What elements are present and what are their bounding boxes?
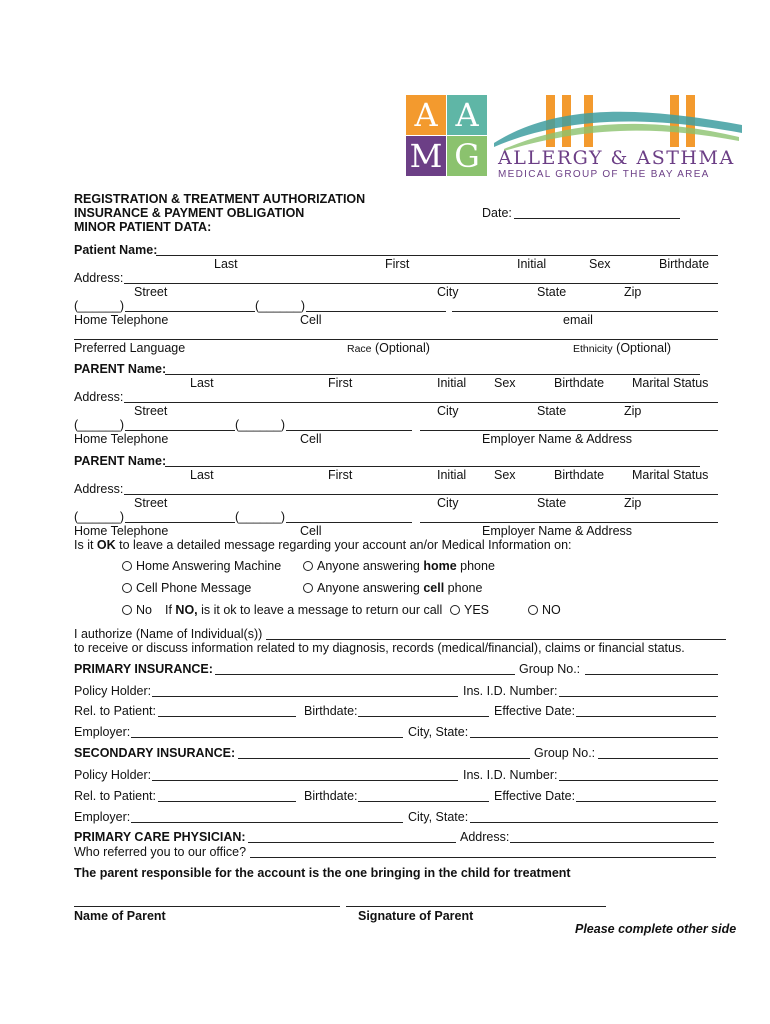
parent2-street-caption: Street xyxy=(134,496,168,510)
parent2-first-caption: First xyxy=(328,468,353,482)
message-question xyxy=(74,538,572,552)
primary-group-label: Group No.: xyxy=(519,662,581,676)
patient-address-label: Address: xyxy=(74,271,124,285)
parent1-cell-field[interactable] xyxy=(286,430,412,431)
parent2-cell-field[interactable] xyxy=(286,522,412,523)
parent1-home-phone-field[interactable] xyxy=(125,430,235,431)
parent2-birthdate-caption: Birthdate xyxy=(554,468,605,482)
ethnicity-label: Ethnicity xyxy=(573,343,613,355)
message-question-pre: Is it xyxy=(74,538,97,552)
primary-rel-field[interactable] xyxy=(158,716,296,717)
secondary-rel-label: Rel. to Patient: xyxy=(74,789,156,803)
patient-street-caption: Street xyxy=(134,285,168,299)
parent2-address-field[interactable] xyxy=(124,494,718,495)
parent1-address-label: Address: xyxy=(74,390,124,404)
parent1-first-caption: First xyxy=(328,376,353,390)
parent1-marital-caption: Marital Status xyxy=(632,376,709,390)
primary-group-field[interactable] xyxy=(585,674,718,675)
patient-sex-caption: Sex xyxy=(589,257,611,271)
parent2-name-field[interactable] xyxy=(165,466,700,467)
patient-name-field[interactable] xyxy=(156,255,718,256)
ethnicity-caption xyxy=(573,341,671,355)
parent2-sex-caption: Sex xyxy=(494,468,516,482)
parent2-cell-caption: Cell xyxy=(300,524,322,538)
parent2-name-label: PARENT Name: xyxy=(74,454,167,468)
primary-city-field[interactable] xyxy=(470,737,718,738)
primary-birthdate-label: Birthdate: xyxy=(304,704,358,718)
parent2-home-phone-field[interactable] xyxy=(125,522,235,523)
parent2-initial-caption: Initial xyxy=(437,468,467,482)
parent1-cell-caption: Cell xyxy=(300,432,322,446)
race-label: Race xyxy=(347,343,372,355)
primary-ins-id-label: Ins. I.D. Number: xyxy=(463,684,558,698)
physician-address-label: Address: xyxy=(460,830,510,844)
physician-address-field[interactable] xyxy=(510,842,714,843)
patient-cell-field[interactable] xyxy=(306,311,446,312)
opt-anyone-home[interactable] xyxy=(303,559,495,573)
patient-state-caption: State xyxy=(537,285,567,299)
secondary-policy-holder-label: Policy Holder: xyxy=(74,768,152,782)
parent1-address-field[interactable] xyxy=(124,402,718,403)
primary-employer-field[interactable] xyxy=(131,737,403,738)
if-no-bold: NO, xyxy=(175,603,198,617)
patient-first-caption: First xyxy=(385,257,410,271)
parent1-city-caption: City xyxy=(437,404,459,418)
opt-anyone-cell-post: phone xyxy=(444,581,483,595)
opt-return-yes[interactable] xyxy=(450,603,489,617)
primary-effective-field[interactable] xyxy=(576,716,716,717)
parent2-address-label: Address: xyxy=(74,482,124,496)
race-optional: (Optional) xyxy=(375,341,430,355)
parent1-home-caption: Home Telephone xyxy=(74,432,169,446)
authorize-field[interactable] xyxy=(266,639,726,640)
radio-icon[interactable] xyxy=(122,583,132,593)
logo-letter-a2: A xyxy=(447,95,487,135)
primary-policy-holder-label: Policy Holder: xyxy=(74,684,152,698)
opt-anyone-cell-pre: Anyone answering xyxy=(317,581,424,595)
opt-return-no-label: NO xyxy=(542,603,561,617)
patient-city-caption: City xyxy=(437,285,459,299)
parent1-state-caption: State xyxy=(537,404,567,418)
secondary-ins-id-field[interactable] xyxy=(559,780,718,781)
primary-effective-label: Effective Date: xyxy=(494,704,576,718)
patient-home-caption: Home Telephone xyxy=(74,313,169,327)
primary-insurance-label: PRIMARY INSURANCE: xyxy=(74,662,213,676)
race-caption xyxy=(347,341,430,355)
parent-signature-caption: Signature of Parent xyxy=(358,909,474,923)
logo-letter-g: G xyxy=(447,136,487,176)
parent2-city-caption: City xyxy=(437,496,459,510)
logo-letter-m: M xyxy=(406,136,446,176)
patient-cell-caption: Cell xyxy=(300,313,322,327)
secondary-effective-label: Effective Date: xyxy=(494,789,576,803)
physician-label: PRIMARY CARE PHYSICIAN: xyxy=(74,830,246,844)
patient-language-field[interactable] xyxy=(74,339,718,340)
logo-name-line1: ALLERGY & ASTHMA xyxy=(498,147,735,169)
parent2-state-caption: State xyxy=(537,496,567,510)
parent1-last-caption: Last xyxy=(190,376,214,390)
parent1-sex-caption: Sex xyxy=(494,376,516,390)
radio-icon[interactable] xyxy=(122,561,132,571)
primary-employer-label: Employer: xyxy=(74,725,131,739)
primary-insurance-field[interactable] xyxy=(215,674,515,675)
secondary-city-label: City, State: xyxy=(408,810,469,824)
parent2-home-area: (______) xyxy=(74,510,125,524)
message-question-ok: OK xyxy=(96,538,116,552)
patient-address-field[interactable] xyxy=(124,283,718,284)
parent-name-field[interactable] xyxy=(74,906,340,907)
form-title-1: REGISTRATION & TREATMENT AUTHORIZATION xyxy=(74,192,366,206)
opt-anyone-home-post: phone xyxy=(456,559,495,573)
patient-cell-area: (______) xyxy=(255,299,306,313)
physician-field[interactable] xyxy=(248,842,456,843)
patient-last-caption: Last xyxy=(214,257,238,271)
secondary-city-field[interactable] xyxy=(470,822,718,823)
opt-anyone-cell-bold: cell xyxy=(423,581,445,595)
parent1-name-field[interactable] xyxy=(165,374,700,375)
parent2-zip-caption: Zip xyxy=(624,496,642,510)
secondary-birthdate-field[interactable] xyxy=(358,801,489,802)
practice-logo xyxy=(406,95,746,185)
patient-home-area: (______) xyxy=(74,299,125,313)
patient-home-phone-field[interactable] xyxy=(125,311,255,312)
primary-ins-id-field[interactable] xyxy=(559,696,718,697)
parent1-zip-caption: Zip xyxy=(624,404,642,418)
patient-initial-caption: Initial xyxy=(517,257,547,271)
secondary-rel-field[interactable] xyxy=(158,801,296,802)
if-no-pre: If xyxy=(165,603,176,617)
secondary-group-field[interactable] xyxy=(598,758,718,759)
parent-name-caption: Name of Parent xyxy=(74,909,166,923)
secondary-group-label: Group No.: xyxy=(534,746,596,760)
parent2-last-caption: Last xyxy=(190,468,214,482)
patient-email-field[interactable] xyxy=(452,311,718,312)
opt-home-machine[interactable] xyxy=(122,559,281,573)
parent1-employer-caption: Employer Name & Address xyxy=(482,432,633,446)
patient-zip-caption: Zip xyxy=(624,285,642,299)
primary-policy-holder-field[interactable] xyxy=(152,696,458,697)
secondary-birthdate-label: Birthdate: xyxy=(304,789,358,803)
patient-birthdate-caption: Birthdate xyxy=(659,257,710,271)
parent1-street-caption: Street xyxy=(134,404,168,418)
other-side-note: Please complete other side xyxy=(575,922,737,936)
opt-cell-message-label: Cell Phone Message xyxy=(136,581,252,595)
parent2-marital-caption: Marital Status xyxy=(632,468,709,482)
patient-email-caption: email xyxy=(563,313,593,327)
primary-birthdate-field[interactable] xyxy=(358,716,489,717)
opt-no[interactable] xyxy=(122,603,152,617)
opt-cell-message[interactable] xyxy=(122,581,251,595)
opt-home-machine-label: Home Answering Machine xyxy=(136,559,282,573)
secondary-employer-label: Employer: xyxy=(74,810,131,824)
logo-wave-graphic xyxy=(494,95,744,155)
secondary-employer-field[interactable] xyxy=(131,822,403,823)
patient-name-label: Patient Name: xyxy=(74,243,158,257)
opt-anyone-cell[interactable] xyxy=(303,581,482,595)
secondary-ins-id-label: Ins. I.D. Number: xyxy=(463,768,558,782)
radio-icon[interactable] xyxy=(528,605,538,615)
parent1-employer-field[interactable] xyxy=(420,430,718,431)
opt-anyone-home-bold: home xyxy=(423,559,457,573)
referred-field[interactable] xyxy=(250,857,716,858)
secondary-insurance-field[interactable] xyxy=(238,758,530,759)
parent1-initial-caption: Initial xyxy=(437,376,467,390)
responsible-note: The parent responsible for the account is the one bringing in the child for treatment xyxy=(74,866,571,880)
parent2-home-caption: Home Telephone xyxy=(74,524,169,538)
authorize-text: to receive or discuss information related to my diagnosis, records (medical/financial), claims or financial status. xyxy=(74,641,685,655)
opt-anyone-home-pre: Anyone answering xyxy=(317,559,424,573)
primary-rel-label: Rel. to Patient: xyxy=(74,704,156,718)
message-question-post: to leave a detailed message regarding your account an/or Medical Information on: xyxy=(115,538,572,552)
referred-label: Who referred you to our office? xyxy=(74,845,247,859)
parent-signature-field[interactable] xyxy=(346,906,606,907)
logo-letter-a1: A xyxy=(406,95,446,135)
if-no-question xyxy=(165,603,442,617)
primary-city-label: City, State: xyxy=(408,725,469,739)
secondary-policy-holder-field[interactable] xyxy=(152,780,458,781)
form-title-2: INSURANCE & PAYMENT OBLIGATION xyxy=(74,206,305,220)
parent2-cell-area: (______) xyxy=(235,510,286,524)
parent1-birthdate-caption: Birthdate xyxy=(554,376,605,390)
opt-no-label: No xyxy=(136,603,152,617)
secondary-effective-field[interactable] xyxy=(576,801,716,802)
if-no-post: is it ok to leave a message to return our call xyxy=(197,603,443,617)
logo-name-line2: MEDICAL GROUP OF THE BAY AREA xyxy=(498,169,710,180)
parent1-home-area: (______) xyxy=(74,418,125,432)
radio-icon[interactable] xyxy=(122,605,132,615)
date-field[interactable] xyxy=(514,218,680,219)
preferred-language-caption: Preferred Language xyxy=(74,341,186,355)
radio-icon[interactable] xyxy=(450,605,460,615)
secondary-insurance-label: SECONDARY INSURANCE: xyxy=(74,746,236,760)
parent2-employer-caption: Employer Name & Address xyxy=(482,524,633,538)
authorize-label: I authorize (Name of Individual(s)) xyxy=(74,627,263,641)
parent1-name-label: PARENT Name: xyxy=(74,362,167,376)
radio-icon[interactable] xyxy=(303,561,313,571)
date-label: Date: xyxy=(482,206,512,220)
opt-return-yes-label: YES xyxy=(464,603,490,617)
form-title-3: MINOR PATIENT DATA: xyxy=(74,220,212,234)
ethnicity-optional: (Optional) xyxy=(616,341,672,355)
parent2-employer-field[interactable] xyxy=(420,522,718,523)
parent1-cell-area: (______) xyxy=(235,418,286,432)
radio-icon[interactable] xyxy=(303,583,313,593)
opt-return-no[interactable] xyxy=(528,603,561,617)
